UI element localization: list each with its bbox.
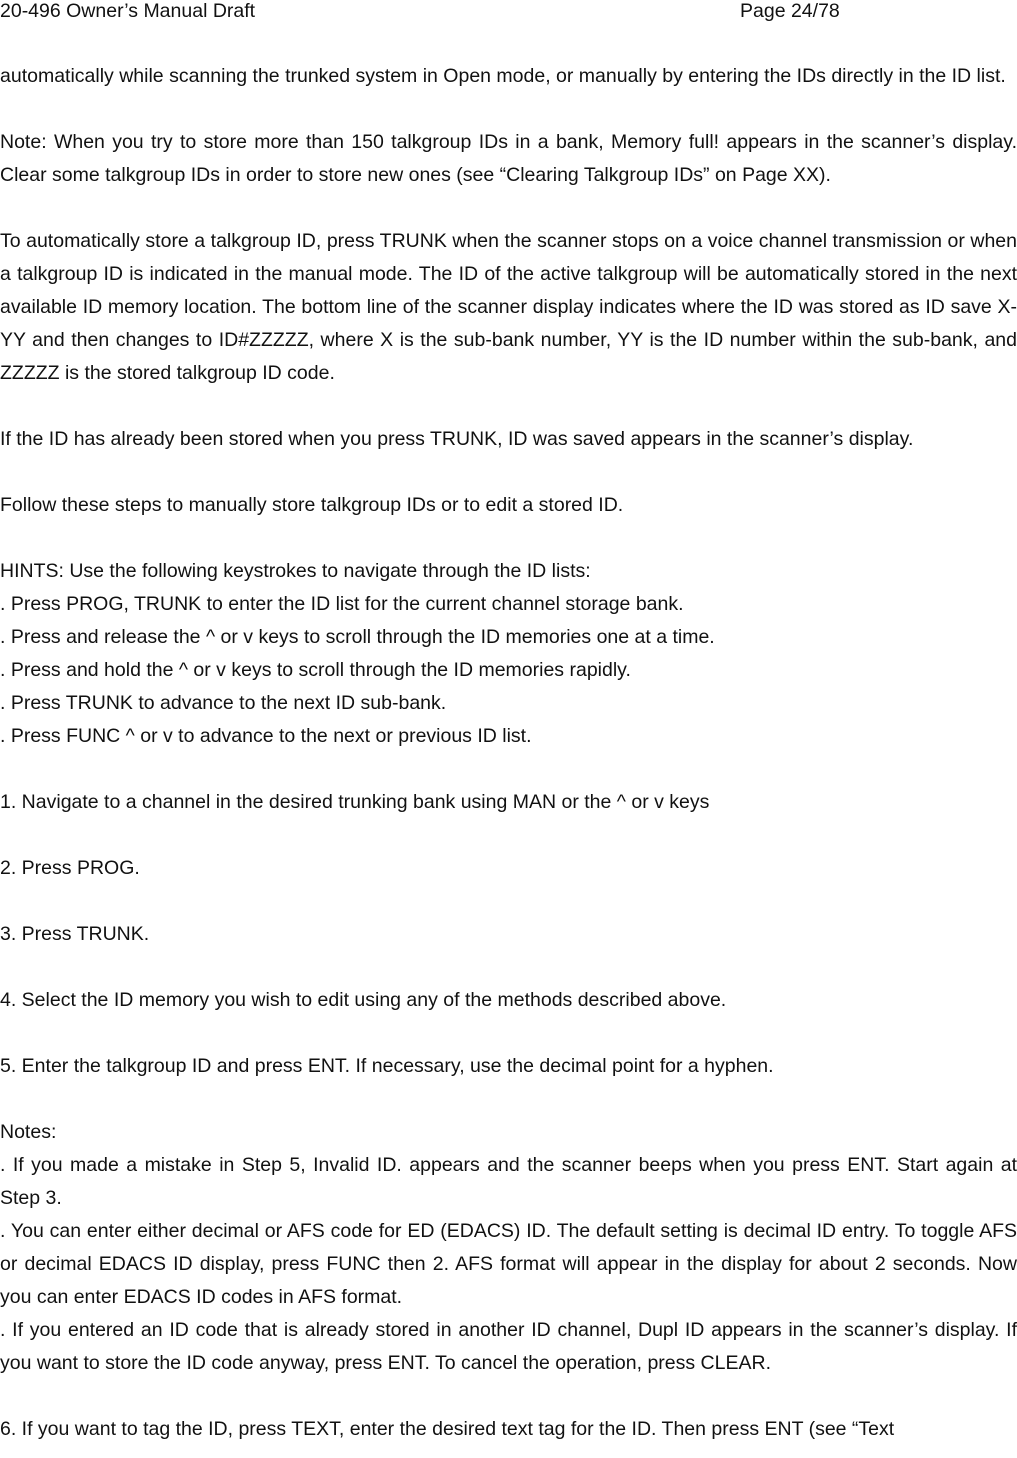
step-5: 5. Enter the talkgroup ID and press ENT. If necessary, use the decimal point for a hyphen. bbox=[0, 1055, 774, 1077]
paragraph-note-memory-full: Note: When you try to store more than 150 talkgroup IDs in a bank, Memory full! appears in the scanner’s display. Clear some talkgroup IDs in order to store new ones (see “Clearing Talkgroup IDs” on Page XX). bbox=[0, 131, 1017, 186]
paragraph-intro: automatically while scanning the trunked system in Open mode, or manually by entering the IDs directly in the ID list. bbox=[0, 65, 1006, 87]
notes-section bbox=[0, 1116, 1017, 1380]
note-item: . If you entered an ID code that is already stored in another ID channel, Dupl ID appears in the scanner’s display. If you want to store the ID code anyway, press ENT. To cancel the operation, press CLEAR. bbox=[0, 1319, 1017, 1374]
document-body bbox=[0, 60, 1017, 1446]
paragraph-already-stored: If the ID has already been stored when you press TRUNK, ID was saved appears in the scanner’s display. bbox=[0, 428, 914, 450]
hints-heading: HINTS: Use the following keystrokes to navigate through the ID lists: bbox=[0, 560, 591, 582]
note-item: . If you made a mistake in Step 5, Invalid ID. appears and the scanner beeps when you press ENT. Start again at Step 3. bbox=[0, 1154, 1017, 1209]
paragraph-auto-store: To automatically store a talkgroup ID, press TRUNK when the scanner stops on a voice channel transmission or when a talkgroup ID is indicated in the manual mode. The ID of the active talkgroup will be automatically stored in the next available ID memory location. The bottom line of the scanner display indicates where the ID was stored as ID save X-YY and then changes to ID#ZZZZZ, where X is the sub-bank number, YY is the ID number within the sub-bank, and ZZZZZ is the stored talkgroup ID code. bbox=[0, 230, 1017, 384]
page-header bbox=[0, 0, 1017, 26]
step-2: 2. Press PROG. bbox=[0, 857, 140, 879]
hints-section bbox=[0, 555, 1017, 753]
paragraph-manual-intro: Follow these steps to manually store talkgroup IDs or to edit a stored ID. bbox=[0, 494, 624, 516]
hint-item: . Press PROG, TRUNK to enter the ID list for the current channel storage bank. bbox=[0, 593, 684, 615]
notes-heading: Notes: bbox=[0, 1121, 57, 1143]
document-title: 20-496 Owner’s Manual Draft bbox=[0, 0, 256, 22]
hint-item: . Press and release the ^ or v keys to scroll through the ID memories one at a time. bbox=[0, 626, 715, 648]
hint-item: . Press FUNC ^ or v to advance to the next or previous ID list. bbox=[0, 725, 532, 747]
note-item: . You can enter either decimal or AFS code for ED (EDACS) ID. The default setting is decimal ID entry. To toggle AFS or decimal EDACS ID display, press FUNC then 2. AFS format will appear in the display for about 2 seconds. Now you can enter EDACS ID codes in AFS format. bbox=[0, 1220, 1017, 1308]
hint-item: . Press and hold the ^ or v keys to scroll through the ID memories rapidly. bbox=[0, 659, 631, 681]
hint-item: . Press TRUNK to advance to the next ID sub-bank. bbox=[0, 692, 447, 714]
page-number: Page 24/78 bbox=[740, 0, 840, 22]
step-6: 6. If you want to tag the ID, press TEXT, enter the desired text tag for the ID. Then press ENT (see “Text bbox=[0, 1418, 895, 1440]
step-1: 1. Navigate to a channel in the desired trunking bank using MAN or the ^ or v keys bbox=[0, 791, 710, 813]
step-3: 3. Press TRUNK. bbox=[0, 923, 150, 945]
step-4: 4. Select the ID memory you wish to edit using any of the methods described above. bbox=[0, 989, 727, 1011]
